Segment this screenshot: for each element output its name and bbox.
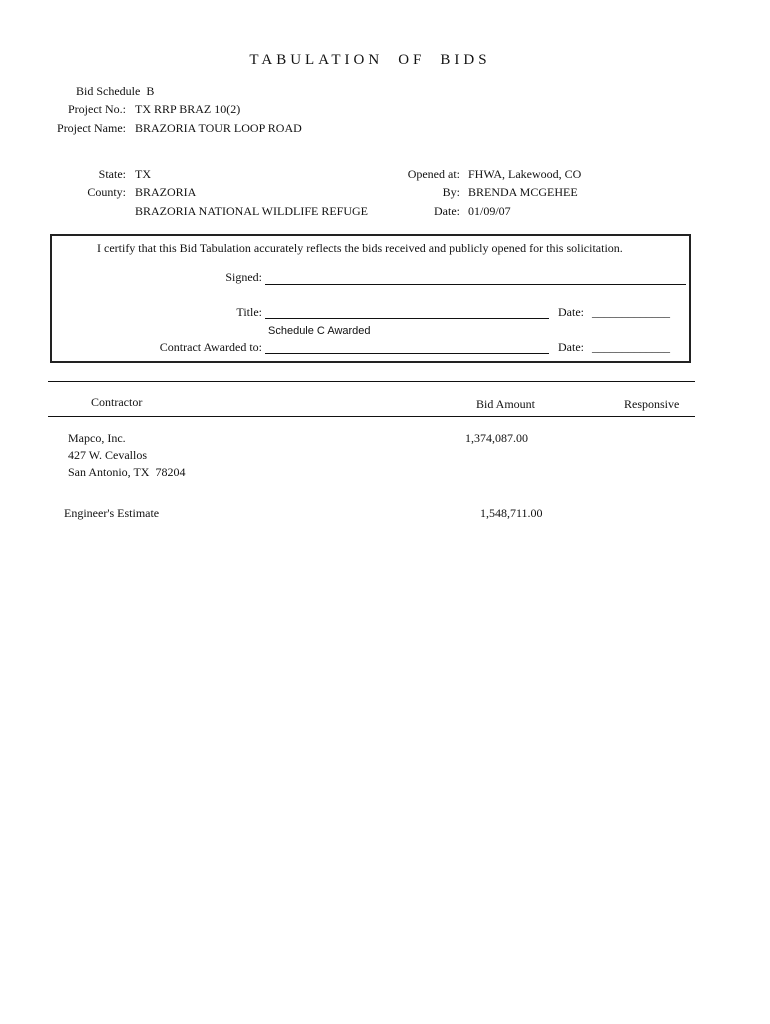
header-contractor: Contractor — [91, 395, 143, 409]
estimate-amount: 1,548,711.00 — [480, 506, 543, 520]
opened-at-value: FHWA, Lakewood, CO — [468, 167, 582, 181]
title-word-1: TABULATION — [249, 52, 384, 68]
awarded-note: Schedule C Awarded — [268, 325, 371, 337]
location-value: BRAZORIA NATIONAL WILDLIFE REFUGE — [135, 204, 368, 218]
header-responsive: Responsive — [624, 397, 680, 411]
certification-box — [50, 234, 691, 363]
estimate-label: Engineer's Estimate — [64, 506, 160, 520]
by-value: BRENDA MCGEHEE — [468, 185, 578, 199]
contract-awarded-line[interactable] — [265, 353, 549, 354]
bidder-name: Mapco, Inc. — [68, 431, 126, 445]
title-word-2: OF — [398, 52, 426, 68]
bid-schedule-label: Bid Schedule — [76, 84, 141, 98]
header-bid-amount: Bid Amount — [476, 397, 536, 411]
by-label: By: — [442, 185, 460, 199]
contract-awarded-label: Contract Awarded to: — [159, 340, 262, 354]
bidder-address-line2: San Antonio, TX 78204 — [68, 465, 186, 479]
project-no-label: Project No.: — [68, 102, 126, 116]
opened-date-value: 01/09/07 — [468, 204, 511, 218]
awarded-date-label: Date: — [558, 340, 584, 354]
project-name-value: BRAZORIA TOUR LOOP ROAD — [135, 121, 302, 135]
project-name-label: Project Name: — [57, 121, 126, 135]
signed-line[interactable] — [265, 284, 686, 285]
awarded-date-blank[interactable]: _____________ — [592, 340, 670, 354]
title-date-blank[interactable]: _____________ — [592, 305, 670, 319]
bid-schedule-row — [76, 84, 154, 99]
project-no-value: TX RRP BRAZ 10(2) — [135, 102, 241, 116]
title-word-3: BIDS — [440, 52, 491, 68]
county-value: BRAZORIA — [135, 185, 197, 199]
county-label: County: — [87, 185, 126, 199]
bid-amount: 1,374,087.00 — [465, 431, 528, 445]
title-label: Title: — [236, 305, 262, 319]
page-title — [0, 52, 740, 69]
signed-label: Signed: — [225, 270, 262, 284]
table-header-rule — [48, 416, 695, 417]
certification-statement: I certify that this Bid Tabulation accurately reflects the bids received and publicly opened for this solicitation. — [97, 241, 623, 255]
table-top-rule — [48, 381, 695, 382]
opened-date-label: Date: — [434, 204, 460, 218]
bid-schedule-value: B — [146, 84, 155, 98]
state-label: State: — [98, 167, 126, 181]
opened-at-label: Opened at: — [407, 167, 460, 181]
bidder-address-line1: 427 W. Cevallos — [68, 448, 148, 462]
title-date-label: Date: — [558, 305, 584, 319]
state-value: TX — [135, 167, 151, 181]
title-line[interactable] — [265, 318, 549, 319]
